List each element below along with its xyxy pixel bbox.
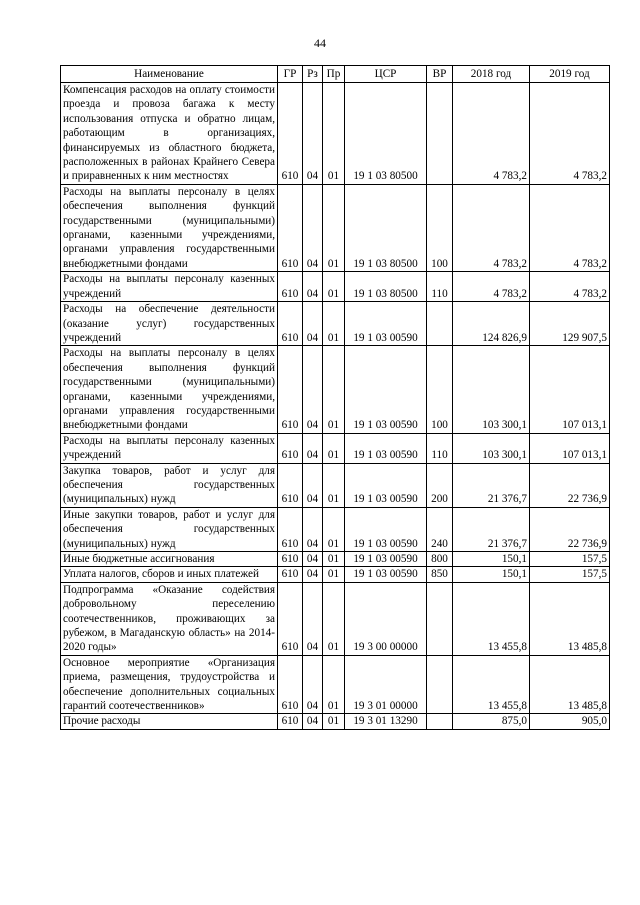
- table-row: [61, 184, 610, 271]
- table-row: [61, 83, 610, 185]
- cell-pr: 01: [323, 507, 345, 551]
- cell-2019: 22 736,9: [530, 507, 610, 551]
- table-row: [61, 346, 610, 433]
- cell-2019: 4 783,2: [530, 184, 610, 271]
- cell-name: Расходы на выплаты персоналу в целях обеспечения выполнения функций государственными (муниципальными) органами, казенными учреждениями, органами управления государственными внебюджетными фондами: [61, 346, 278, 433]
- cell-csr: 19 1 03 00590: [345, 507, 427, 551]
- cell-2019: 13 485,8: [530, 655, 610, 714]
- table-row: [61, 433, 610, 463]
- cell-rz: 04: [303, 302, 323, 346]
- cell-2019: 4 783,2: [530, 272, 610, 302]
- cell-gr: 610: [278, 552, 303, 567]
- cell-rz: 04: [303, 552, 323, 567]
- cell-rz: 04: [303, 507, 323, 551]
- cell-pr: 01: [323, 463, 345, 507]
- table-row: [61, 463, 610, 507]
- cell-pr: 01: [323, 83, 345, 185]
- header-row: [61, 66, 610, 83]
- cell-name: Расходы на выплаты персоналу в целях обеспечения выполнения функций государственными (муниципальными) органами, казенными учреждениями, органами управления государственными внебюджетными фондами: [61, 184, 278, 271]
- cell-2019: 157,5: [530, 552, 610, 567]
- cell-pr: 01: [323, 552, 345, 567]
- cell-name: Иные закупки товаров, работ и услуг для обеспечения государственных (муниципальных) нужд: [61, 507, 278, 551]
- cell-gr: 610: [278, 655, 303, 714]
- cell-2018: 4 783,2: [453, 83, 530, 185]
- cell-2018: 21 376,7: [453, 507, 530, 551]
- cell-rz: 04: [303, 655, 323, 714]
- cell-rz: 04: [303, 184, 323, 271]
- cell-vr: 850: [427, 567, 453, 582]
- cell-2019: 107 013,1: [530, 346, 610, 433]
- cell-rz: 04: [303, 346, 323, 433]
- cell-2018: 4 783,2: [453, 184, 530, 271]
- cell-name: Расходы на выплаты персоналу казенных учреждений: [61, 433, 278, 463]
- budget-table: [60, 65, 610, 730]
- cell-rz: 04: [303, 272, 323, 302]
- header-csr: ЦСР: [345, 66, 427, 83]
- cell-gr: 610: [278, 83, 303, 185]
- cell-vr: 110: [427, 272, 453, 302]
- cell-gr: 610: [278, 507, 303, 551]
- cell-gr: 610: [278, 184, 303, 271]
- cell-rz: 04: [303, 83, 323, 185]
- cell-pr: 01: [323, 582, 345, 655]
- cell-csr: 19 3 01 00000: [345, 655, 427, 714]
- cell-csr: 19 1 03 80500: [345, 184, 427, 271]
- cell-vr: [427, 582, 453, 655]
- cell-gr: 610: [278, 582, 303, 655]
- page-number: 44: [314, 36, 326, 50]
- cell-2018: 150,1: [453, 567, 530, 582]
- cell-csr: 19 3 00 00000: [345, 582, 427, 655]
- cell-vr: 100: [427, 184, 453, 271]
- cell-vr: [427, 714, 453, 729]
- table-row: [61, 582, 610, 655]
- cell-vr: [427, 302, 453, 346]
- cell-gr: 610: [278, 272, 303, 302]
- cell-vr: 240: [427, 507, 453, 551]
- cell-pr: 01: [323, 184, 345, 271]
- cell-gr: 610: [278, 433, 303, 463]
- cell-name: Закупка товаров, работ и услуг для обеспечения государственных (муниципальных) нужд: [61, 463, 278, 507]
- cell-pr: 01: [323, 272, 345, 302]
- cell-vr: [427, 83, 453, 185]
- cell-vr: 800: [427, 552, 453, 567]
- cell-name: Расходы на обеспечение деятельности (оказание услуг) государственных учреждений: [61, 302, 278, 346]
- cell-2019: 13 485,8: [530, 582, 610, 655]
- cell-name: Расходы на выплаты персоналу казенных учреждений: [61, 272, 278, 302]
- header-name: Наименование: [61, 66, 278, 83]
- cell-vr: 110: [427, 433, 453, 463]
- cell-csr: 19 1 03 00590: [345, 302, 427, 346]
- cell-2019: 129 907,5: [530, 302, 610, 346]
- cell-gr: 610: [278, 463, 303, 507]
- cell-csr: 19 3 01 13290: [345, 714, 427, 729]
- cell-2018: 4 783,2: [453, 272, 530, 302]
- cell-gr: 610: [278, 346, 303, 433]
- header-gr: ГР: [278, 66, 303, 83]
- cell-2018: 103 300,1: [453, 346, 530, 433]
- cell-name: Подпрограмма «Оказание содействия добровольному переселению соотечественников, проживающих за рубежом, в Магаданскую область» на 2014-2020 годы»: [61, 582, 278, 655]
- cell-2018: 21 376,7: [453, 463, 530, 507]
- cell-pr: 01: [323, 346, 345, 433]
- cell-pr: 01: [323, 714, 345, 729]
- cell-gr: 610: [278, 714, 303, 729]
- cell-vr: 100: [427, 346, 453, 433]
- cell-csr: 19 1 03 80500: [345, 83, 427, 185]
- cell-2019: 107 013,1: [530, 433, 610, 463]
- cell-2018: 13 455,8: [453, 655, 530, 714]
- cell-name: Компенсация расходов на оплату стоимости проезда и провоза багажа к месту использования отпуска и обратно лицам, работающим в организациях, финансируемых из областного бюджета, расположенных в районах Крайнего Севера и приравненных к ним местностях: [61, 83, 278, 185]
- cell-rz: 04: [303, 463, 323, 507]
- table-row: [61, 567, 610, 582]
- cell-name: Уплата налогов, сборов и иных платежей: [61, 567, 278, 582]
- header-2018: 2018 год: [453, 66, 530, 83]
- cell-2018: 150,1: [453, 552, 530, 567]
- cell-csr: 19 1 03 80500: [345, 272, 427, 302]
- cell-csr: 19 1 03 00590: [345, 463, 427, 507]
- cell-gr: 610: [278, 567, 303, 582]
- table-row: [61, 714, 610, 729]
- cell-rz: 04: [303, 567, 323, 582]
- table-row: [61, 552, 610, 567]
- cell-2019: 22 736,9: [530, 463, 610, 507]
- cell-2019: 4 783,2: [530, 83, 610, 185]
- cell-pr: 01: [323, 567, 345, 582]
- header-vr: ВР: [427, 66, 453, 83]
- cell-2018: 875,0: [453, 714, 530, 729]
- cell-name: Иные бюджетные ассигнования: [61, 552, 278, 567]
- table-row: [61, 507, 610, 551]
- table-row: [61, 272, 610, 302]
- cell-name: Основное мероприятие «Организация приема, размещения, трудоустройства и обеспечение дополнительных социальных гарантий соотечественников»: [61, 655, 278, 714]
- table-row: [61, 655, 610, 714]
- cell-csr: 19 1 03 00590: [345, 552, 427, 567]
- cell-2019: 905,0: [530, 714, 610, 729]
- cell-2018: 103 300,1: [453, 433, 530, 463]
- cell-rz: 04: [303, 714, 323, 729]
- cell-pr: 01: [323, 302, 345, 346]
- table-row: [61, 302, 610, 346]
- cell-gr: 610: [278, 302, 303, 346]
- cell-2018: 124 826,9: [453, 302, 530, 346]
- cell-rz: 04: [303, 582, 323, 655]
- cell-name: Прочие расходы: [61, 714, 278, 729]
- cell-pr: 01: [323, 433, 345, 463]
- cell-csr: 19 1 03 00590: [345, 433, 427, 463]
- cell-vr: 200: [427, 463, 453, 507]
- cell-csr: 19 1 03 00590: [345, 346, 427, 433]
- cell-pr: 01: [323, 655, 345, 714]
- header-pr: Пр: [323, 66, 345, 83]
- cell-csr: 19 1 03 00590: [345, 567, 427, 582]
- cell-2018: 13 455,8: [453, 582, 530, 655]
- header-rz: Рз: [303, 66, 323, 83]
- cell-rz: 04: [303, 433, 323, 463]
- header-2019: 2019 год: [530, 66, 610, 83]
- cell-vr: [427, 655, 453, 714]
- cell-2019: 157,5: [530, 567, 610, 582]
